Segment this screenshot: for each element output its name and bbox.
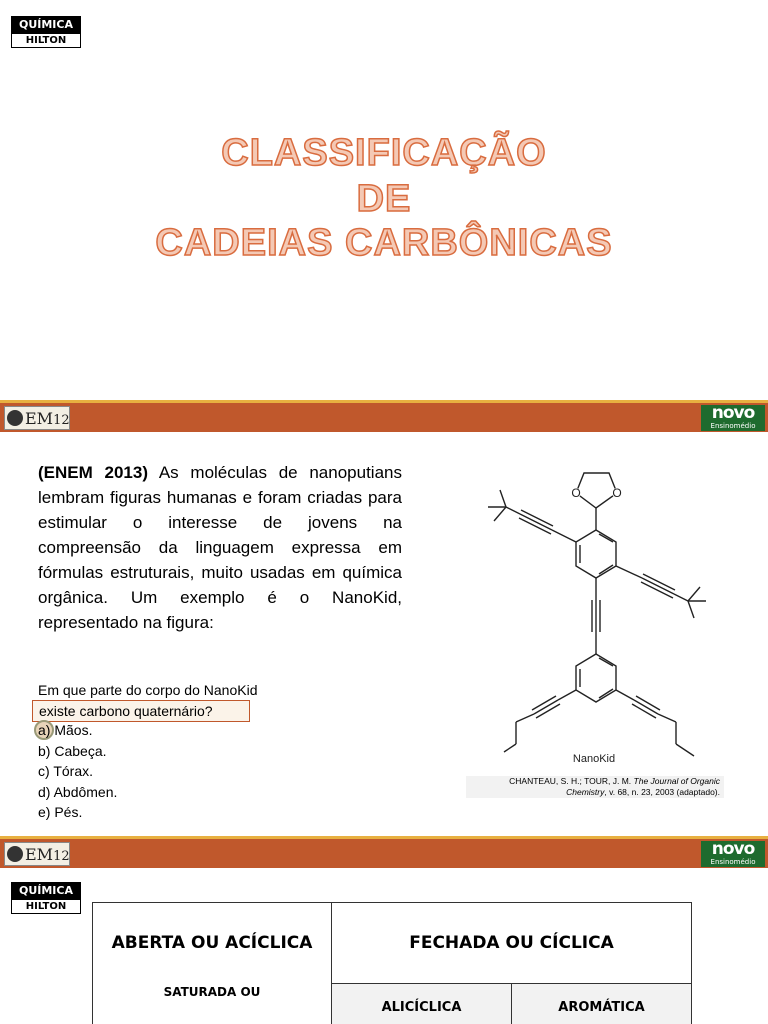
ensinomedio-logo-text: Ensinomédio [710,858,756,866]
logo-bottom-text: HILTON [11,34,81,48]
option-letter: b) [38,742,51,759]
em12-logo [4,842,70,866]
table-subheader-aromatic: AROMÁTICA [512,984,692,1024]
em12-logo-text: EM [25,845,54,864]
em12-emblem-icon [7,846,23,862]
answer-option-c[interactable] [38,761,117,782]
quimica-hilton-logo [11,882,81,914]
option-letter: d) [38,783,51,800]
em12-logo-number: 12 [53,849,70,864]
em12-logo-number: 12 [53,413,70,428]
answer-option-b[interactable] [38,741,117,762]
citation-authors: CHANTEAU, S. H.; TOUR, J. M. [509,776,634,786]
slide-title-line-3: CADEIAS CARBÔNICAS [155,222,613,264]
answer-option-a[interactable] [38,720,117,741]
classification-table-slide [0,830,768,1024]
option-letter: e) [38,804,51,820]
option-text: Cabeça. [54,742,107,759]
table-header-closed-chain: FECHADA OU CÍCLICA [332,903,692,984]
table-header-open-chain-text: ABERTA OU ACÍCLICA [111,933,313,953]
novo-logo-text: novo [711,839,755,859]
slide-header-bar [0,400,768,432]
table-row-label: SATURADA OU [163,985,261,999]
oxygen-atom-label: O [612,486,622,500]
table-subheader-alicyclic: ALICÍCLICA [332,984,512,1024]
nanokid-structure-diagram [466,460,726,800]
citation-volume: , v. 68, n. 23, 2003 (adaptado). [604,787,720,797]
em12-logo [4,406,70,430]
logo-top-text: QUÍMICA [11,882,81,900]
table-header-open-chain [93,903,332,1024]
chain-classification-table [92,902,692,1024]
novo-ensinomedio-logo [701,841,765,867]
answer-options [38,720,117,823]
slide-title-line-1: CLASSIFICAÇÃO [221,132,547,174]
question-slide [0,400,768,830]
option-letter: a) [38,722,51,738]
torso-benzene-ring [576,530,616,578]
citation-journal-part2: Chemistry [566,787,605,797]
option-text: Abdômen. [53,783,118,800]
slide-header-bar [0,836,768,868]
logo-top-text: QUÍMICA [11,16,81,34]
question-prompt-line-2: existe carbono quaternário? [32,700,250,722]
question-prompt-line-1: Em que parte do corpo do NanoKid [38,682,258,698]
novo-logo-text: novo [711,403,755,423]
question-source: (ENEM 2013) [38,463,149,482]
slide-title-line-2: DE [356,178,412,220]
question-paragraph [38,460,402,635]
answer-option-d[interactable] [38,782,117,803]
figure-label: NanoKid [572,753,616,765]
answer-option-e[interactable] [38,802,117,823]
oxygen-atom-label: O [571,486,581,500]
option-text: Pés. [54,804,83,820]
option-letter: c) [38,763,50,779]
question-text: As moléculas de nanoputians lembram figuras humanas e foram criadas para estimular o interesse de jovens na compreensão da linguagem expressa em fórmulas estruturais, muito usadas em química orgânica. Um exemplo é o NanoKid, representado na figura: [38,463,402,632]
option-text: Mãos. [54,722,93,738]
em12-logo-text: EM [25,409,54,428]
dioxolane-ring [576,473,617,508]
novo-ensinomedio-logo [701,405,765,431]
question-prompt [38,680,298,722]
ensinomedio-logo-text: Ensinomédio [710,422,756,430]
em12-emblem-icon [7,410,23,426]
option-text: Tórax. [53,763,93,779]
figure-citation [466,776,724,798]
abdomen-benzene-ring [576,654,616,702]
logo-bottom-text: HILTON [11,900,81,914]
title-slide [0,0,768,400]
citation-journal-part1: The Journal of Organic [633,776,720,786]
quimica-hilton-logo [11,16,81,48]
